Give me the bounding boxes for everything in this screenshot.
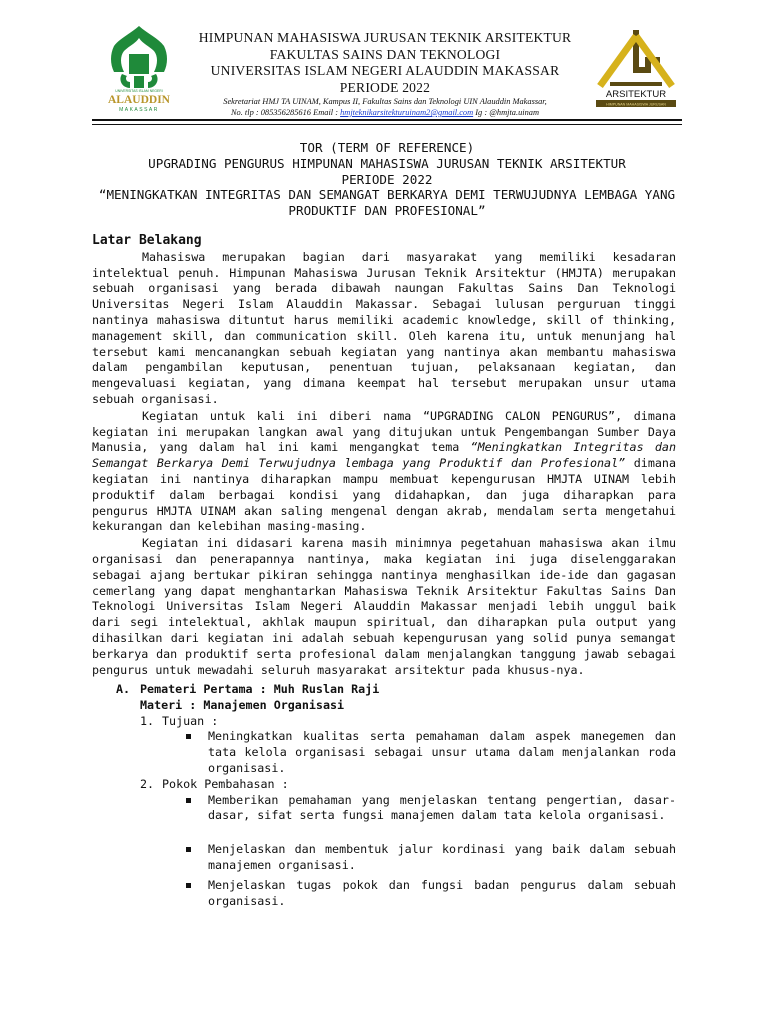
faculty-name: FAKULTAS SAINS DAN TEKNOLOGI (269, 46, 501, 62)
paragraph-3: Kegiatan ini didasari karena masih minimnya pegetahuan mahasiswa akan ilmu organisasi dan penerapannya nantinya, maka kegiatan ini juga diselenggarakan sebagai ajang bertukar pikiran sehingga nantinya menghasilkan ide-ide dan gagasan cemerlang yang dapat menghantarkan Mahasiswa Teknik Arsitektur Fakultas Sains Dan Teknologi Universitas Islam Negeri Alauddin Makassar menjadi lebih unggul baik dari segi intelektual, akhlak maupun spiritual, dan diharapkan pula output yang dihasilkan dari kegiatan ini adalah sebuah kepengurusan yang solid punya semangat berkarya dan produktif serta profesional dalam menjalangkan tanggung jawab sebagai pengurus untuk mewadahi seluruh masyarakat arsitektur pada khusus-nya. (92, 536, 676, 677)
university-name: UNIVERSITAS ISLAM NEGERI ALAUDDIN MAKASSAR (210, 63, 560, 78)
title-theme-2: PRODUKTIF DAN PROFESIONAL” (288, 203, 486, 219)
paragraph-1: Mahasiswa merupakan bagian dari masyarakat yang memiliki kesadaran intelektual penuh. Himpunan Mahasiswa Jurusan Teknik Arsitektur (HMJTA) merupakan sebuah organisasi yang berada dibawah naungan Fakultas Sains Dan Teknologi Universitas Negeri Islam Alauddin Makassar. Sebagai lulusan perguruan tinggi nantinya mahasiswa dituntut harus memiliki academic knowledge, skill of thinking, management skill, dan communication skill. Oleh karena itu, untuk menunjang hal tersebut kami mencanangkan sebuah kegiatan yang nantinya akan membantu mahasiswa dalam pengambilan keputusan, penentuan tujuan, pelaksanaan kegiatan, dan mengevaluasi kegiatan, yang dimana keempat hal tersebut merupakan unsur utama sebuah organisasi. (92, 249, 676, 406)
latar-belakang-section (92, 233, 676, 678)
paragraph-2: Kegiatan untuk kali ini diberi nama “UPGRADING CALON PENGURUS”, dimana kegiatan ini merupakan langkan awal yang ditujukan untuk Pengembangan Sumber Daya Manusia, yang dalam hal ini kami mengangkat tema “Meningkatkan Integritas dan Semangat Berkarya Demi Terwujudnya lembaga yang Produktif dan Profesional” dimana kegiatan ini nantinya diharapkan mampu membuat kepengurusan HMJTA UINAM lebih produktif dalam berbagai kondisi yang didahapkan, dan juga diharapkan para pengurus HMJTA UINAM akan saling mengenal dengan akrab, mendalam serta mengetahui kekurangan dan kelebihan masing-masing. (92, 408, 676, 534)
section-a (116, 682, 676, 909)
bullet-icon (186, 734, 191, 739)
svg-text:ALAUDDIN: ALAUDDIN (108, 94, 170, 106)
bullet-icon (186, 798, 191, 803)
document-title (92, 140, 682, 219)
header-rule-thick (92, 119, 682, 121)
pemateri-line: A. Pemateri Pertama : Muh Ruslan Raji (116, 682, 380, 696)
list-item: Meningkatkan kualitas serta pemahaman dalam aspek manegemen dan tata kelola organisasi sebagai unsur utama dalam menjalankan roda organisasi. (116, 729, 676, 776)
svg-text:MAKASSAR: MAKASSAR (119, 107, 159, 113)
uin-alauddin-logo (100, 24, 178, 116)
list-item: Menjelaskan dan membentuk jalur kordinasi yang baik dalam sebuah manajemen organisasi. (116, 842, 676, 874)
bullet-icon (186, 847, 191, 852)
letterhead (190, 30, 580, 118)
tujuan-heading: 1. Tujuan : (140, 713, 219, 728)
contact-line: No. tlp : 085356285616 Email : hmjteknikarsitekturuinam2@gmail.com Ig : @hmjta.uinam (230, 108, 540, 117)
materi-line: Materi : Manajemen Organisasi (140, 697, 345, 712)
title-period: PERIODE 2022 (341, 171, 433, 187)
pokok-heading: 2. Pokok Pembahasan : (140, 776, 289, 791)
title-theme-1: “MENINGKATKAN INTEGRITAS DAN SEMANGAT BERKARYA DEMI TERWUJUDNYA LEMBAGA YANG (98, 187, 676, 203)
svg-text:UNIVERSITAS ISLAM NEGERI: UNIVERSITAS ISLAM NEGERI (115, 89, 163, 93)
svg-text:HIMPUNAN MAHASISWA JURUSAN: HIMPUNAN MAHASISWA JURUSAN (606, 102, 666, 107)
svg-text:ARSITEKTUR: ARSITEKTUR (605, 89, 667, 100)
arsitektur-logo (590, 26, 682, 110)
title-tor: TOR (TERM OF REFERENCE) (299, 140, 475, 155)
org-name: HIMPUNAN MAHASISWA JURUSAN TEKNIK ARSITEKTUR (198, 30, 572, 45)
list-item: Memberikan pemahaman yang menjelaskan tentang pengertian, dasar-dasar, sifat serta fungsi manajemen dalam tata kelola organisasi. (116, 793, 676, 825)
title-event: UPGRADING PENGURUS HIMPUNAN MAHASISWA JURUSAN TEKNIK ARSITEKTUR (148, 155, 626, 171)
period: PERIODE 2022 (339, 79, 431, 95)
section-heading: Latar Belakang (92, 233, 202, 248)
header-rule-thin (92, 124, 682, 125)
email-link[interactable]: hmjteknikarsitekturuinam2@gmail.com (340, 108, 474, 117)
bullet-icon (186, 883, 191, 888)
list-item: Menjelaskan tugas pokok dan fungsi badan pengurus dalam sebuah organisasi. (116, 878, 676, 910)
address: Sekretariat HMJ TA UINAM, Kampus II, Fakultas Sains dan Teknologi UIN Alauddin Makassar, (223, 97, 547, 106)
